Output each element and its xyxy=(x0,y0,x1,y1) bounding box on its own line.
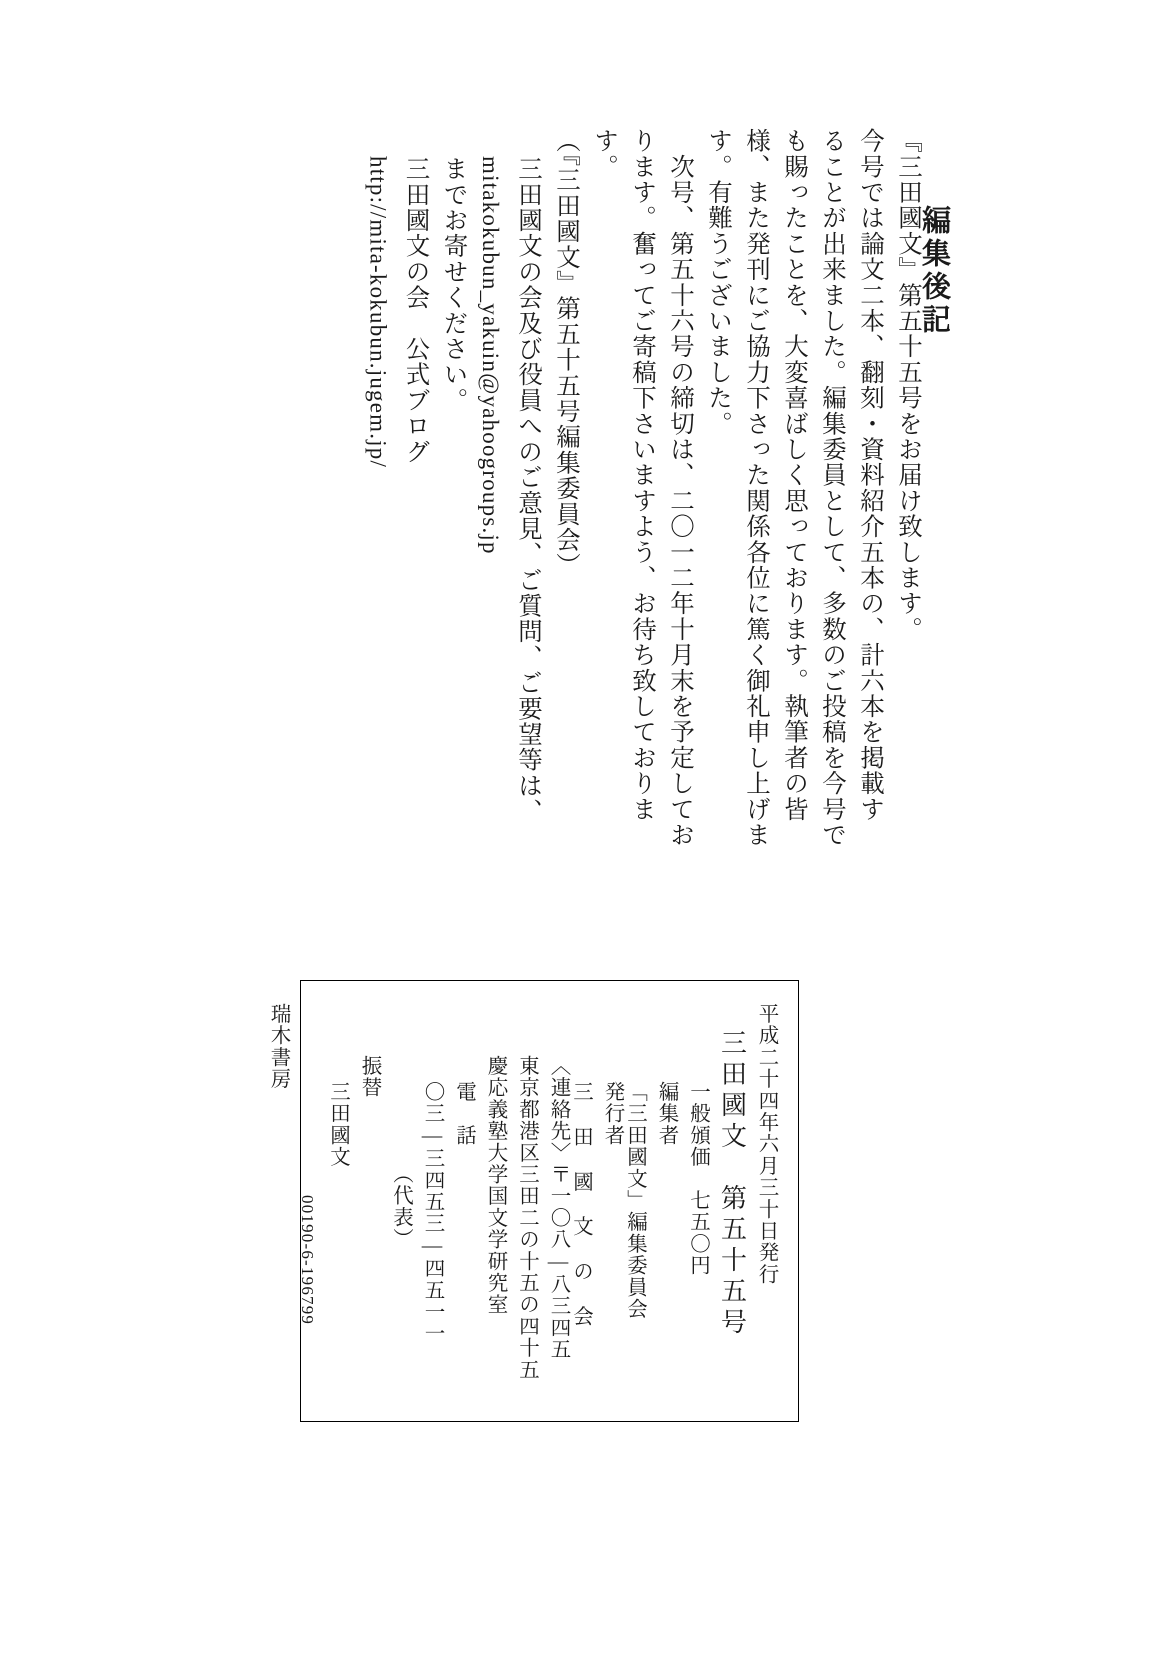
publisher-label: 発行者 xyxy=(601,1081,623,1147)
contact-line: 三田國文の会及び役員へのご意見、ご質問、ご要望等は、 xyxy=(515,156,542,825)
blog-label: 三田國文の会 公式ブログ xyxy=(402,156,430,465)
afterword-line: 今号では論文二本、翻刻・資料紹介五本の、計六本を掲載す xyxy=(857,128,884,822)
phone-value: 〇三—三四五三—四五一一 xyxy=(421,1081,443,1345)
afterword-line: ります。奮ってご寄稿下さいますよう、お待ち致しておりま xyxy=(629,128,656,822)
afterword-signature: （『三田國文』第五十五号編集委員会） xyxy=(553,128,580,579)
printer: 瑞木書房 xyxy=(267,1003,289,1090)
page-title: 編集後記 xyxy=(918,205,952,337)
editor-label: 編集者 xyxy=(655,1081,677,1147)
price: 一般頒価 七五〇円 xyxy=(686,1081,709,1277)
contact-label: 〈連絡先〉〒一〇八—八三四五 xyxy=(547,1055,569,1361)
contact-line: までお寄せください。 xyxy=(440,156,468,413)
afterword-line: 様、また発刊にご協力下さった関係各位に篤く御礼申し上げま xyxy=(743,128,770,848)
afterword-line: 次号、第五十六号の締切は、二〇一二年十月末を予定してお xyxy=(667,128,694,848)
afterword-line: ることが出来ました。編集委員として、多数のご投稿を今号で xyxy=(819,128,846,848)
afterword-line: す。 xyxy=(591,128,618,180)
institution: 慶応義塾大学国文学研究室 xyxy=(484,1055,506,1316)
transfer-name: 三田國文 xyxy=(326,1081,349,1168)
afterword-line: す。有難うございました。 xyxy=(705,128,732,437)
publisher-value: 三 田 國 文 の 会 xyxy=(569,1081,592,1328)
blog-url[interactable]: http://mita-kokubun.jugem.jp/ xyxy=(365,156,391,469)
publication-title: 三田國文 第五十五号 xyxy=(717,1029,747,1339)
editor-value: 「三田國文」編集委員会 xyxy=(623,1081,646,1320)
address: 東京都港区三田二の十五の四十五 xyxy=(515,1055,538,1381)
afterword-line: も賜ったことを、大変喜ばしく思っております。執筆者の皆 xyxy=(781,128,808,822)
afterword-body xyxy=(300,128,920,868)
phone-label: 電 話 xyxy=(452,1081,475,1147)
transfer-number: 00190-6-196799 xyxy=(298,1195,317,1326)
transfer-label: 振替 xyxy=(358,1055,380,1099)
colophon-box xyxy=(267,980,799,1422)
phone-note: （代表） xyxy=(389,1163,412,1250)
afterword-line: 『三田國文』第五十五号をお届け致します。 xyxy=(895,128,922,642)
contact-email[interactable]: mitakokubun_yakuin@yahoogroups.jp xyxy=(478,156,503,555)
publication-date: 平成二十四年六月三十日発行 xyxy=(755,1003,777,1286)
